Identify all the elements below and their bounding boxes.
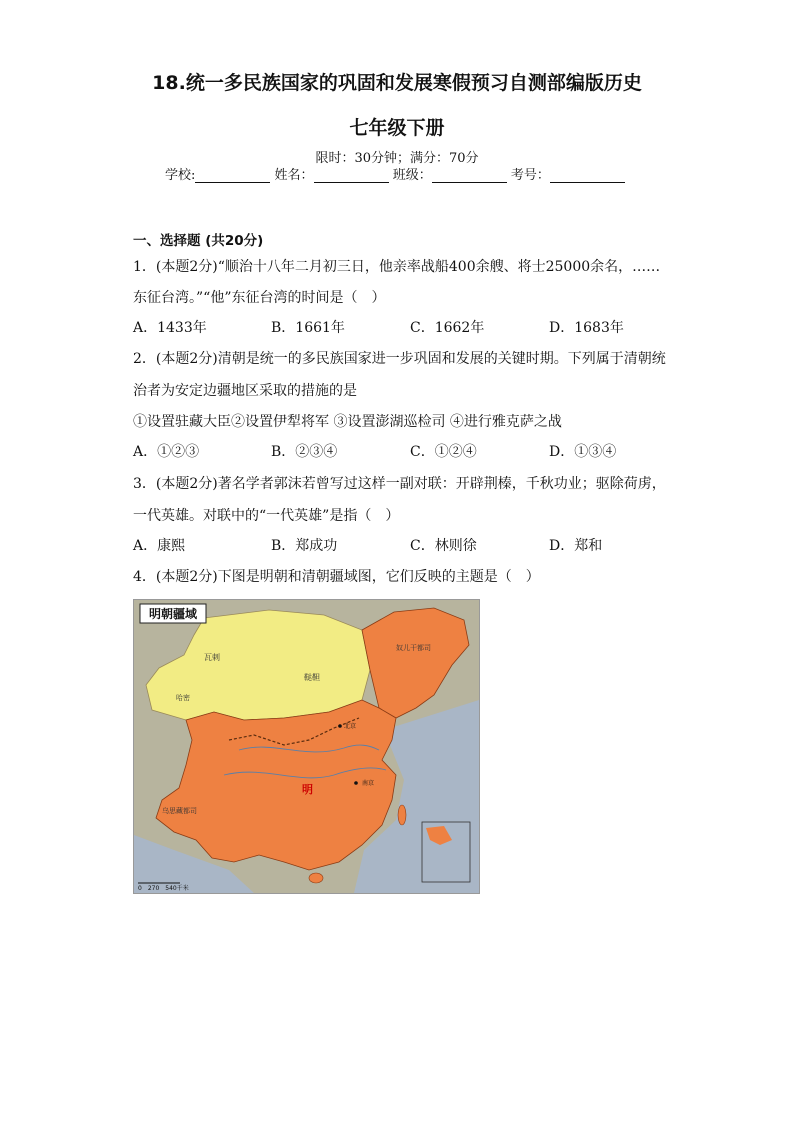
question-3-line-1: 3．(本题2分)著名学者郭沫若曾写过这样一副对联：开辟荆榛，千秋功业；驱除荷虏， [133, 476, 666, 492]
label-dada: 鞑靼 [304, 673, 320, 682]
city-dot-nanjing [354, 781, 358, 785]
question-2-option-b[interactable]: B．②③④ [271, 444, 338, 460]
student-info-fields [165, 164, 625, 183]
question-2-line-2: 治者为安定边疆地区采取的措施的是 [133, 383, 357, 399]
scale-bar-label: 0 270 540千米 [138, 885, 189, 892]
map-title: 明朝疆域 [148, 607, 198, 621]
question-2-option-d[interactable]: D．①③④ [549, 444, 617, 460]
taiwan-island [398, 805, 406, 825]
question-3-line-2: 一代英雄。对联中的“一代英雄”是指（ ） [133, 508, 400, 524]
city-dot-beijing [338, 724, 342, 728]
section-heading: 一、选择题 (共20分) [133, 233, 264, 249]
label-wala: 瓦剌 [204, 653, 220, 662]
name-blank[interactable] [314, 168, 389, 183]
label-ming: 明 [302, 783, 313, 796]
question-1-option-a[interactable]: A．1433年 [133, 320, 207, 336]
question-3-option-d[interactable]: D．郑和 [549, 538, 603, 554]
number-blank[interactable] [550, 168, 625, 183]
question-2-line-3: ①设置驻藏大臣②设置伊犁将军 ③设置澎湖巡检司 ④进行雅克萨之战 [133, 414, 562, 430]
label-wusizang: 乌思藏都司 [162, 807, 197, 815]
question-1-option-d[interactable]: D．1683年 [549, 320, 624, 336]
question-1-option-c[interactable]: C．1662年 [410, 320, 485, 336]
class-label: 班级： [392, 168, 432, 183]
class-blank[interactable] [432, 168, 507, 183]
document-title-line2: 七年级下册 [349, 117, 445, 139]
name-label: 姓名： [274, 168, 314, 183]
question-1-option-b[interactable]: B．1661年 [271, 320, 345, 336]
school-label: 学校: [165, 168, 196, 183]
label-hami: 哈密 [176, 694, 190, 702]
question-2-line-1: 2．(本题2分)清朝是统一的多民族国家进一步巩固和发展的关键时期。下列属于清朝统 [133, 351, 666, 367]
label-beijing: 北京 [344, 723, 357, 730]
ming-territory-map [133, 599, 480, 894]
school-blank[interactable] [195, 168, 270, 183]
question-3-option-a[interactable]: A．康熙 [133, 538, 186, 554]
question-1-line-2: 东征台湾。”“他”东征台湾的时间是（ ） [133, 290, 386, 306]
hainan-island [309, 873, 323, 883]
question-2-option-a[interactable]: A．①②③ [133, 444, 200, 460]
question-2-option-c[interactable]: C．①②④ [410, 444, 477, 460]
question-3-option-b[interactable]: B．郑成功 [271, 538, 338, 554]
time-score-info: 限时：30分钟；满分：70分 [315, 151, 479, 166]
question-1-line-1: 1．(本题2分)“顺治十八年二月初三日，他亲率战船400余艘、将士25000余名，…… [133, 259, 661, 275]
question-4-line-1: 4．(本题2分)下图是明朝和清朝疆域图，它们反映的主题是（ ） [133, 569, 540, 585]
number-label: 考号： [510, 168, 550, 183]
question-3-option-c[interactable]: C．林则徐 [410, 538, 477, 554]
label-nuergan: 奴儿干都司 [396, 644, 431, 652]
label-nanjing: 南京 [362, 780, 375, 787]
document-title-line1: 18.统一多民族国家的巩固和发展寒假预习自测部编版历史 [152, 72, 642, 94]
